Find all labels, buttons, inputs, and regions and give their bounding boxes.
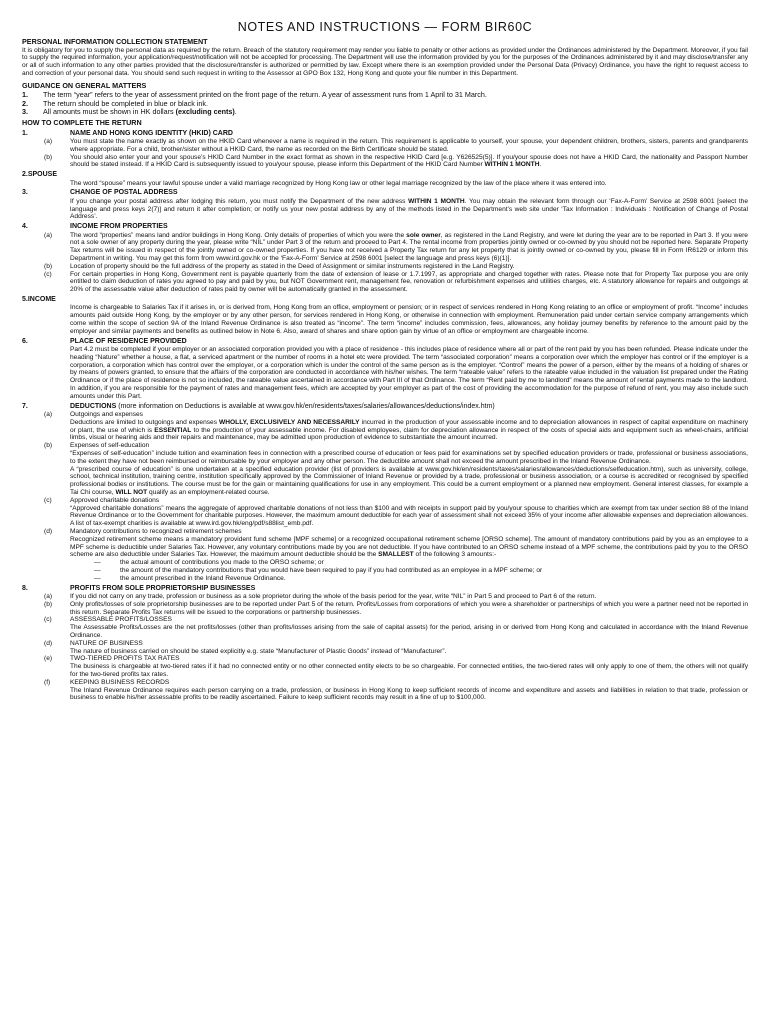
section-4-heading: 4. INCOME FROM PROPERTIES xyxy=(22,223,168,231)
section-3-heading: 3. CHANGE OF POSTAL ADDRESS xyxy=(22,189,178,197)
guidance-item: 2. The return should be completed in blue or black ink. xyxy=(22,98,209,108)
sub-item: (d) NATURE OF BUSINESS The nature of business carried on should be stated explicitly e.g. state “Manufacturer of Plastic Goods” instead of “Manufacturer”. xyxy=(44,639,447,655)
section-3-text: If you change your postal address after lodging this return, you must notify the Department of the new address WITHIN 1 MONTH. You may obtain the relevant form through our ‘Fax-A-Form’ Service at 2598 6001 [select the language and press keys 2(7)] and return it after completion; or notify us your new postal address by any of the methods listed in the Department’s web site under ‘Tax Information : Individuals : Notification of Change of Postal Address’. xyxy=(70,197,748,221)
guidance-item: 3. All amounts must be shown in HK dollars (excluding cents). xyxy=(22,107,237,117)
guidance-heading: GUIDANCE ON GENERAL MATTERS xyxy=(22,80,147,90)
sub-item: (f) KEEPING BUSINESS RECORDS The Inland Revenue Ordinance requires each person carrying on a trade, profession, or business in Hong Kong to keep sufficient records of income and expenditure and assets and liabilities in relation to that trade, profession or business to enable his/her assessable profits to be readily ascertained. Failure to keep sufficient records may result in a fine of up to $100,000. xyxy=(44,678,748,702)
how-heading: HOW TO COMPLETE THE RETURN xyxy=(22,118,142,128)
sub-item: (c) Approved charitable donations “Approved charitable donations” means the aggregate of approved charitable donations of not less than $100 and with receipts in support paid by you/your spouse to charities which are exempt from tax under section 88 of the Inland Revenue Ordinance or to the Government for charitable purposes. However, the maximum amount deductible for each year of assessment shall not exceed 35% of your income after allowable expenses and depreciation allowances. A list of tax-exempt charities is available at www.ird.gov.hk/eng/pdf/s88list_emb.pdf. xyxy=(44,496,748,528)
section-7-heading: 7. DEDUCTIONS (more information on Deductions is available at www.gov.hk/en/residents/taxes/salaries/allowances/deductions/index.htm) xyxy=(22,402,495,410)
section-6-text: Part 4.2 must be completed if your employer or an associated corporation provided you with a place of residence - this includes place of residence where all or part of the rent paid by you has been refunded. Please indicate under the heading “Nature” whether a house, a flat, a serviced apartment or the number of rooms in a hotel etc were provided. The term “associated corporation” means a corporation over which the employer has control or if the employer is a corporation, a corporation which has control over the employer, or a corporation which is under the control of the same person as is the employer. “Control” means the power of a person, either by the means of a holding of shares or by means of powers granted, to ensure that the affairs of the corporation are conducted in accordance with his/her wishes. The term “rateable value” refers to the rateable value included in the valuation list prepared under the Rating Ordinance or if the place of residence is not so included, the rateable value ascertained in accordance with Part III of that Ordinance. The term “Rent paid by me to landlord” means the amount of rental payments made to the landlord. In addition, if you are responsible for the payment of rates and management fees, which are accepted by your employer as part of the cost of providing the accommodation for the purpose of refund of rent, you may also include such amounts under this Part. xyxy=(70,346,748,400)
dash-item: — the amount of the mandatory contributions that you would have been required to pay if you had contributed as an employee in a MPF scheme; or xyxy=(94,566,543,574)
sub-item: (c) For certain properties in Hong Kong, Government rent is payable quarterly from the date of extension of lease or 1.7.1997, as appropriate and charged together with rates. Please note that for Property Tax purpose you are only entitled to claim deduction of rates you agreed to pay and paid by you, but NOT Government rent, management fee, renovation or refurbishment expenses and utilities charges, etc. A statutory allowance for repairs and outgoings at 20% of the assessable value after deduction of rates paid by owner will be automatically granted in the assessment. xyxy=(44,270,748,294)
guidance-item: 1. The term “year” refers to the year of assessment printed on the front page of the return. A year of assessment runs from 1 April to 31 March. xyxy=(22,89,487,99)
pic-heading: PERSONAL INFORMATION COLLECTION STATEMENT xyxy=(22,37,208,46)
sub-item: (b) Location of property should be the full address of the property as stated in the Deed of Assignment or similar instruments registered in the Land Registry. xyxy=(44,262,515,270)
sub-item: (a) You must state the name exactly as shown on the HKID Card whenever a name is required in the return. This requirement is applicable to yourself, your spouse, your dependent children, brothers, sisters, parents and grandparents where appropriate. For a child, brother/sister without a HKID Card, the name as recorded on the Birth Certificate should be stated. xyxy=(44,138,748,153)
sub-item: (a) The word “properties” means land and/or buildings in Hong Kong. Only details of properties of which you were the sole owner, as registered in the Land Registry, and were let during the year are to be reported in Part 3. If you were not a sole owner of any property during the year, please write “NIL” under Part 3 of the return and proceed to Part 4. The rental income from properties jointly owned or co-owned by you should not be reported here. Separate Property Tax returns will be issued in respect of the jointly owned or co-owned properties. If you have not received a Property Tax return for any let property that is jointly owned or co-owned by you, please fill in Form IR6129 or inform this Department in writing. You may get this form from www.ird.gov.hk or the ‘Fax-A-Form’ Service at 2598 6001 [select the language and press keys (6)(1)]. xyxy=(44,231,748,263)
sub-item: (b) You should also enter your and your spouse’s HKID Card Number in the exact format as shown in the respective HKID Card [e.g. Y626525(5)]. If you/your spouse does not have a HKID Card, the nationality and Passport Number should be stated instead. If a HKID Card is subsequently issued to you/your spouse, please inform this Department of the HKID Card Number WITHIN 1 MONTH. xyxy=(44,153,748,169)
dash-item: — the actual amount of contributions you made to the ORSO scheme; or xyxy=(94,559,324,567)
pic-text: It is obligatory for you to supply the personal data as required by the return. Breach of the statutory requirement may render you liable to penalty or other actions as provided under the Ordinances administered by the Department. Moreover, if you fail to supply the required information, your application/request/notification will not be accepted for processing. The Department will use the information provided by you for the purposes of the Ordinances administered by it and may disclose/transfer any or all of such information to any other parties provided that the disclosure/transfer is authorized or permitted by law. Except where there is an exemption provided under the Personal Data (Privacy) Ordinance, you have the right to request access to and correction of your personal data. You should send such request in writing to the Assessor at GPO Box 132, Hong Kong and quote your file number in this Department. xyxy=(22,46,748,77)
section-2-text: The word “spouse” means your lawful spouse under a valid marriage recognized by Hong Kong law or other legal marriage recognized by the law of the place where it was entered into. xyxy=(70,179,607,187)
form-notes-page xyxy=(22,20,748,702)
section-5-text: Income is chargeable to Salaries Tax if it arises in, or is derived from, Hong Kong from an office, employment or pension; or in respect of services rendered in Hong Kong relating to an office or employment of profit. “Income” includes amounts paid outside Hong Kong, by the employer or by any other person, for services rendered in Hong Kong, or otherwise in connection with employment. Remuneration paid under certain service company arrangements which come within the scope of section 9A of the Inland Revenue Ordinance is also treated as “income”. The term “income” includes commission, fees, allowances, any holiday journey benefits by reference to the amount paid by the employer and similar payments and benefits as outlined below in Note 6. Also, award of shares and share option gain by virtue of an office or employment are chargeable income. xyxy=(70,304,748,335)
sub-item: (a) Outgoings and expenses Deductions are limited to outgoings and expenses WHOLLY, EXCLUSIVELY AND NECESSARILY incurred in the production of your assessable income and to depreciation allowances in respect of capital expenditure on machinery or plant, the use of which is ESSENTIAL to the production of your assessable income. For disabled employees, claim for depreciation allowance in respect of the costs of special aids and equipment such as wheel-chairs, artificial limbs, visual or hearing aids and their repairs and maintenance, may be admitted upon production of evidence to substantiate the amount incurred. xyxy=(44,411,749,442)
sub-item: (e) TWO-TIERED PROFITS TAX RATES The business is chargeable at two-tiered rates if it had no connected entity or no other connected entity elects to be so chargeable. For connected entities, the two-tiered rates will only apply to one of them, the others will not qualify for the two-tiered profits tax rates. xyxy=(44,655,748,678)
section-5-heading: 5.INCOME xyxy=(22,296,56,304)
section-8-heading: 8. PROFITS FROM SOLE PROPRIETORSHIP BUSINESSES xyxy=(22,584,256,592)
deductions-link[interactable]: (more information on Deductions is available at www.gov.hk/en/residents/taxes/salaries/allowances/deductions/index.htm) xyxy=(118,402,495,410)
sub-item: (b) Only profits/losses of sole proprietorship businesses are to be reported under Part 5 of the return. Profits/Losses from corporations of which you were a shareholder or partnerships of which you were a partner need not be reported in this return. Separate Profits Tax returns will be issued to the corporations or partnership businesses. xyxy=(44,600,748,616)
sub-item: (d) Mandatory contributions to recognized retirement schemes Recognized retirement scheme means a mandatory provident fund scheme [MPF scheme] or a recognized occupational retirement scheme [ORSO scheme]. The amount of mandatory contributions paid by you as an employee to a MPF scheme is deductible under Salaries Tax. However, any voluntary contributions made by you are not deductible. If you have contributed to an ORSO scheme instead of a MPF scheme, the contributions paid by you to the ORSO scheme are also deductible under Salaries Tax. However, the maximum amount deductible should be the SMALLEST of the following 3 amounts:- xyxy=(44,527,748,559)
section-1-heading: 1. NAME AND HONG KONG IDENTITY (HKID) CARD xyxy=(22,129,233,137)
section-6-heading: 6. PLACE OF RESIDENCE PROVIDED xyxy=(22,337,187,345)
dash-item: — the amount prescribed in the Inland Revenue Ordinance. xyxy=(94,574,286,582)
section-2-heading: 2.SPOUSE xyxy=(22,171,58,179)
sub-item: (a) If you did not carry on any trade, profession or business as a sole proprietor during the whole of the basis period for the year, write “NIL” in Part 5 and proceed to Part 6 of the return. xyxy=(44,592,597,600)
sub-item: (b) Expenses of self-education “Expenses of self-education” include tuition and examination fees in connection with a prescribed course of education or fees paid for examinations set by specified education providers or trade, professional or business associations, to the extent they have not been reimbursed or reimbursable by your employer and any other person. The deductible amount shall not exceed the amount prescribed in the Inland Revenue Ordinance. A “prescribed course of education” is one undertaken at a specified education provider (list of providers is available at www.gov.hk/en/residents/taxes/salaries/allowances/deductions/selfeducation.htm), such as university, college, school, technical institution, training centre, institution specifically approved by the Commissioner of Inland Revenue or provided by a trade, professional or business association, or a course is accredited or recognised by specified professional bodies or institutions. The course must be for the gain or maintaining qualifications for use in any employment. This could be a current employment or a planned new employment. General interest classes, for example a Tai Chi course, WILL NOT qualify as an employment-related course. xyxy=(44,442,748,496)
sub-item: (c) ASSESSABLE PROFITS/LOSSES The Assessable Profits/Losses are the net profits/losses (other than profits/losses arising from the sale of capital assets) for the period, arising in or derived from Hong Kong and calculated in accordance with the Inland Revenue Ordinance. xyxy=(44,616,748,639)
page-title: NOTES AND INSTRUCTIONS — FORM BIR60C xyxy=(237,20,533,34)
